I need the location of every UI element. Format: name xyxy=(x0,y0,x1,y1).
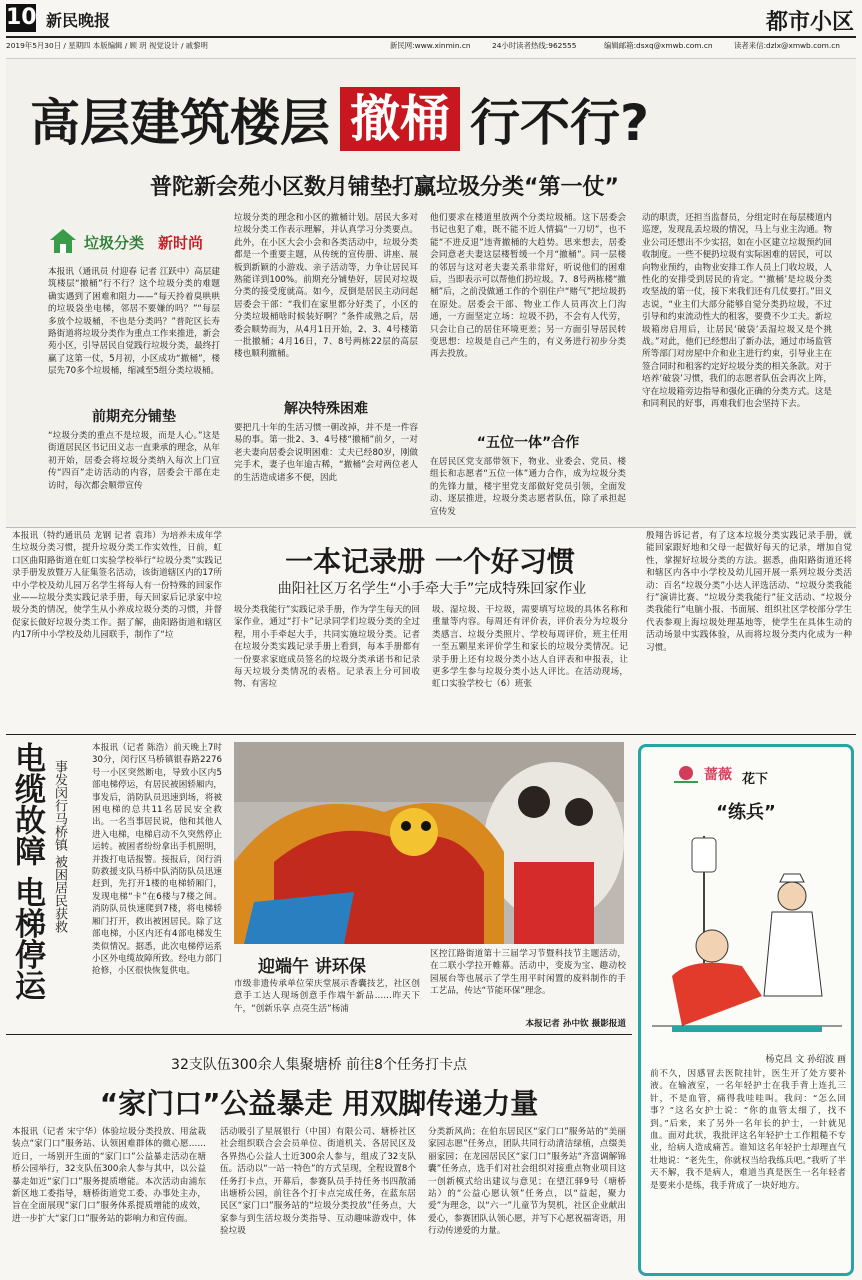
bottom-text-col3: 分类新风尚；在伯东居民区“家门口”服务站的“美丽家园志愿”任务点，团队共同行动清洁绿植，点缀美丽家园；在龙园居民区“家门口”服务站“齐富调解锦囊”任务点，选手们对社会组织对接重点物业项目这一创新模式给出建议与意见；在望江驿9号（塘桥站）的“公益心愿认领”任务点，以“益起，聚力爱”为理念，以“六一”儿童节为契机，社区企业献出爱心，参赛团队认领心愿，并写下心愿祝福寄语，用行动传递爱的力量。 xyxy=(428,1127,626,1237)
section-title: 都市小区 xyxy=(765,10,854,35)
elevator-title: 电缆故障 电梯停运 xyxy=(9,742,45,1001)
dragon-title: 迎端午 讲环保 xyxy=(258,957,366,977)
logo-text-fashion: 新时尚 xyxy=(158,234,204,252)
lead-heading-difficulty: 解决特殊困难 xyxy=(284,401,368,417)
dragon-byline: 本报记者 孙中钦 摄影报道 xyxy=(525,1019,626,1029)
column-title: “练兵” xyxy=(716,802,776,823)
editor-email: 编辑邮箱:dsxq@xmwb.com.cn xyxy=(604,41,713,50)
reader-email: 读者来信:dzlx@xmwb.com.cn xyxy=(734,41,840,50)
lead-text-col2a: 垃圾分类的理念和小区的撤桶计划。居民大多对垃圾分类工作表示理解，并认真学习分类要点。此外，在小区大会小会和各类活动中，垃圾分类都是一个重要主题，从传统的宣传册、讲座、展板到新颖的小游戏、亲子活动等，力争让居民耳熟能详到100%。前期充分铺垫好，居民对垃圾分类的接受度就高。如今，反倒是居民主动问起居委会干部：“我们在家里都分好类了，小区的分类垃圾桶啥时候装好啊？”条件成熟之后，居委会顺势而为，从4月1日开始，2、3、4号楼第一批撤桶；4月16日，7、8号两栋22层的高层楼也顺利撤桶。 xyxy=(234,213,418,360)
section-divider xyxy=(6,734,856,735)
logo-text-sorting: 垃圾分类 xyxy=(84,234,145,252)
lead-text-col4: 动的职责，还担当监督员，分组定时在每层楼道内巡逻，发现乱丢垃圾的情况，马上与业主沟通。物业公司还想出不少实招，如在小区建立垃圾预约回收制度。一些不便扔垃圾有实际困难的居民，可以向物业预约，由物业安排工作人员上门收垃圾，人性化的安排受到居民的肯定。“‘撤桶’是垃圾分类攻坚战的第一仗，接下来我们还有几仗要打。”田义志说，“业主们大部分能够自觉分类扔垃圾，不过引导和约束流动性大的租客，要费不少工夫。新垃圾箱房启用后，让居民‘破袋’丢湿垃圾又是个挑战。”对此，他们已经想出了新办法，通过市场监管所等部门对房屋中介和业主进行约束，引导业主在签合同时和租客约定好垃圾分类的相关条款。对于培养‘破袋’习惯，我们的志愿者队伍会再次上阵，守在垃圾箱旁边指导和强化正确的分类方式。这是和同利民的好事，再难我们也会坚持下去。 xyxy=(642,213,832,410)
website: 新民网:www.xinmin.cn xyxy=(390,41,471,50)
cartoon-illustration xyxy=(652,826,842,1048)
bottom-kicker: 32支队伍300余人集聚塘桥 前往8个任务打卡点 xyxy=(171,1057,467,1073)
column-name-rose: 蔷薇 xyxy=(704,767,732,783)
dragon-text-col2: 区控江路街道第十三届学习节暨科技节主题活动，在二联小学拉开帷幕。活动中，变废为宝、趣动校园展台等也展示了学生用平时闲置的废料制作的手工艺品，传达“节能环保”理念。 xyxy=(430,949,626,997)
date-line: 2019年5月30日 / 星期四 本版编辑 / 顾 玥 视觉设计 / 戚黎明 xyxy=(6,41,208,50)
lead-text-col1a: 本报讯（通讯员 付迎春 记者 江跃中）高层建筑楼层“撤桶”行不行？这个垃圾分类的难题确实遇到了困难和阻力——“每天拎着臭哄哄的垃圾袋坐电梯，邻居不要嫌的吗？”“每层多放个垃圾桶，不也是分类吗？”普陀区长寿路街道将垃圾分类作为重点工作来推进，新会苑小区，引导居民自觉践行垃圾分类，最终打赢了这第一仗，5月初，小区成功“撤桶”，楼层先70多个垃圾桶，缩减至5组分类垃圾桶。 xyxy=(48,267,220,377)
lead-title-highlight: 撤桶 xyxy=(340,87,460,151)
column-byline: 杨克昌 文 孙绍波 画 xyxy=(765,1055,846,1065)
nurse-cartoon-image xyxy=(652,826,842,1048)
elevator-subtitle: 事发闵行马桥镇 被困居民获救 xyxy=(52,760,67,934)
info-line xyxy=(6,40,856,52)
lead-headline xyxy=(30,86,649,152)
lead-subtitle: 普陀新会苑小区数月铺垫打赢垃圾分类“第一仗” xyxy=(150,175,619,200)
dragon-festival-image xyxy=(234,742,624,944)
lead-text-col3b: 在居民区党支部带领下，物业、业委会、党员、楼组长和志愿者“五位一体”通力合作，成为垃圾分类的先锋力量，楼宇里党支部做好党员引领，全面发动、逐层推进，垃圾分类志愿者队伍，除了承担起宣传发 xyxy=(430,457,626,517)
bottom-divider xyxy=(6,1034,632,1035)
lead-text-col1b: “垃圾分类的重点不是垃圾，而是人心。”这是街道居民区书记田义志一直秉承的理念，从年初开始，居委会将垃圾分类纳入每次上门宣传“四百”走访活动的内容，居委会干部在走访时，每次都会顺带宣传 xyxy=(48,431,220,491)
lead-title-part-a: 高层建筑楼层 xyxy=(30,94,330,152)
lead-title-part-c: 行不行? xyxy=(470,94,650,152)
garbage-sorting-logo xyxy=(48,222,218,260)
record-title: 一本记录册 一个好习惯 xyxy=(285,545,575,578)
masthead xyxy=(6,4,856,38)
column-name-flower: 花下 xyxy=(742,772,769,787)
paper-name: 新民晚报 xyxy=(46,11,111,30)
record-text-col1: 本报讯（特约通讯员 龙钢 记者 袁玮）为培养未成年学生垃圾分类习惯，提升垃圾分类工作实效性，日前，虹口区曲阳路街道在虹口实验学校举行“垃圾分类”实践记录手册发放暨万人征集签名活动，该街道辖区内的17所中小学校及幼儿园万名学生将每人有一份特殊的回家作业——垃圾分类实践记录手册，每天回家后记录家中垃圾分类的情况，使学生从小养成垃圾分类的习惯，并督促家长做好垃圾分类工作。据了解，曲阳路街道和辖区内17所中小学校及幼儿园联手，制作了“垃 xyxy=(12,531,222,641)
bottom-title: “家门口”公益暴走 用双脚传递力量 xyxy=(99,1087,539,1120)
record-text-col4: 殷翔告诉记者，有了这本垃圾分类实践记录手册，就能回家跟好地和父母一起做好每天的记录，增加自觉性，掌握好垃圾分类的方法。据悉，曲阳路街道还将和辖区内各中小学校及幼儿园开展一系列垃圾分类活动：百名“垃圾分类”小达人评选活动、“垃圾分类我能行”演讲比赛、“垃圾分类我能行”征文活动、“垃圾分类我能行”电脑小报、书面展、组织社区学校部分学生代表参观上海垃圾处理基地等，使学生在具体生动的活动场景中实践体验，从而将垃圾分类内化成为一种习惯。 xyxy=(646,531,852,653)
masthead-rule xyxy=(6,36,856,38)
record-text-col2: 圾分类我能行”实践记录手册，作为学生每天的回家作业，通过“打卡”记录同学们垃圾分类的全过程，用小手牵起大手，共同实施垃圾分类。记者在垃圾分类实践记录手册上看到，每本手册都有一份要求家庭成员签名的垃圾分类承诺书和记录每天垃圾分类情况的表格。记录表上分可回收物、有害垃 xyxy=(234,605,420,690)
lead-text-col3a: 他们要求在楼道里放两个分类垃圾桶。这下居委会书记也犯了难，既不能不近人情搞“一刀切”，也不能“不进反退”违背撤桶的大趋势。思来想去，居委会同意老夫妻这层楼暂缓一个月“撤桶”。同一层楼的邻居与这对老夫妻关系非常好，听说他们的困难后，当即表示可以帮他们扔垃圾。7、8号两栋楼“撤桶”后，之前没做通工作的个别住户“赌气”把垃圾扔在原处。居委会干部、物业工作人员再次上门沟通，一方面坚定立场：垃圾不扔，不会有人代劳，只会让自己的居住环境更差；另一方面引导居民转变思想：垃圾是自己产生的，有义务进行初步分类再去投放。 xyxy=(430,213,626,360)
bottom-text-col2: 活动吸引了星展银行（中国）有限公司、塘桥社区社会组织联合会会员单位、街道机关、各居民区及各界热心公益人士近300余人参与，组成了32支队伍。活动以“一站一特色”的方式呈现，全程设置8个任务打卡点，开幕后，参赛队员手持任务书四散涌出塘桥公园，前往各个打卡点完成任务，在蓝东居民区“家门口”服务站的“垃圾分类投放”任务点，大家参与到生活垃圾分类指导、互动趣味游戏中，体验垃圾 xyxy=(220,1127,416,1237)
dragon-text-col1: 市级非遗传承单位荣庆堂展示香囊技艺，社区创意手工达人现场创意手作端午新品……昨天下午，“创新乐享 点亮生活”杨浦 xyxy=(234,979,420,1014)
rose-icon xyxy=(672,764,700,784)
lead-heading-cooperation: “五位一体”合作 xyxy=(476,435,580,451)
page-number: 10 xyxy=(6,5,37,30)
dragon-photo xyxy=(234,742,624,944)
bottom-text-col1: 本报讯（记者 宋宁华）体验垃圾分类投放、用盆栽装点“家门口”服务站、认领困难群体的微心愿……近日，一场别开生面的“家门口”公益暴走活动在塘桥公园举行，32支队伍300余人参与其中，以公益暴走如近“家门口”服务提质增能。本次活动由浦东新区地工委指导，塘桥街道党工委、办事处主办，旨在全面展现“家门口”服务体系提质增能的成效，进一步扩大“家门口”服务站的影响力和宣传面。 xyxy=(12,1127,206,1224)
elevator-text: 本报讯（记者 陈浩）前天晚上7时30分，闵行区马桥镇银春路2276号一小区突然断电，导致小区内5部电梯停运，有居民被困轿厢内，事发后，消防队员迅速到场，将被困电梯的总共11名居民安全救出。一名当事居民说，他和其他人进入电梯，电梯启动不久突然停止运转。被困者纷纷拿出手机照明，并拨打电话报警。接报后，闵行消防救援支队马桥中队消防队员迅速赶到，先打开1楼的电梯轿厢门，发现电梯“卡”在6楼与7楼之间。消防队员快速爬到7楼，将电梯轿厢门打开，救出被困居民。除了这部电梯，小区内还有4部电梯发生类似情况。据悉，此次电梯停运系小区外电缆故障所致。经电力部门抢修，小区很快恢复供电。 xyxy=(92,743,222,977)
record-text-col3: 圾、湿垃圾、干垃圾，需要填写垃圾的具体名称和重量等内容。每周还有评价表，评价表分为垃圾分类感言、垃圾分类照片、学校每周评价，班主任用一至五颗星来评价学生和家长的垃圾分类情况。记录手册上还有垃圾分类小达人自评表和申报表，让更多学生参与垃圾分类小达人评比。在活动现场，虹口实验学校七（6）班张 xyxy=(432,605,628,690)
record-subtitle: 曲阳社区万名学生“小手牵大手”完成特殊回家作业 xyxy=(277,581,587,597)
house-icon xyxy=(48,226,78,256)
hotline: 24小时读者热线:962555 xyxy=(492,41,577,50)
column-text: 前不久，因感冒去医院挂针，医生开了处方要补液。在输液室，一名年轻护士在我手背上连扎三针，不是血管，痛得我哇哇叫。我问：“怎么回事？”这名女护士说：“你的血管太细了，找不到。”后来，来了另外一名年长的护士，一针就见血。面对此状，我批评这名年轻护士工作粗糙不专业，给病人造成痛苦。谁知这名年轻护士却理直气壮地说：“老先生，你就权当给我练兵吧。”我听了半天不解，我不是病人，难道当真是医生一名年轻者是要来小是练，我手背成了一块好地方。 xyxy=(650,1069,846,1191)
lead-heading-prep: 前期充分铺垫 xyxy=(92,409,176,425)
lead-text-col2b: 要把几十年的生活习惯一朝改掉，并不是一件容易的事。第一批2、3、4号楼“撤桶”前夕，一对老夫妻向居委会说明困难：丈夫已经80岁，刚做完手术，妻子也年逾古稀，“撤桶”会对两位老人的生活造成诸多不便，因此 xyxy=(234,423,418,483)
column-header xyxy=(672,760,822,790)
